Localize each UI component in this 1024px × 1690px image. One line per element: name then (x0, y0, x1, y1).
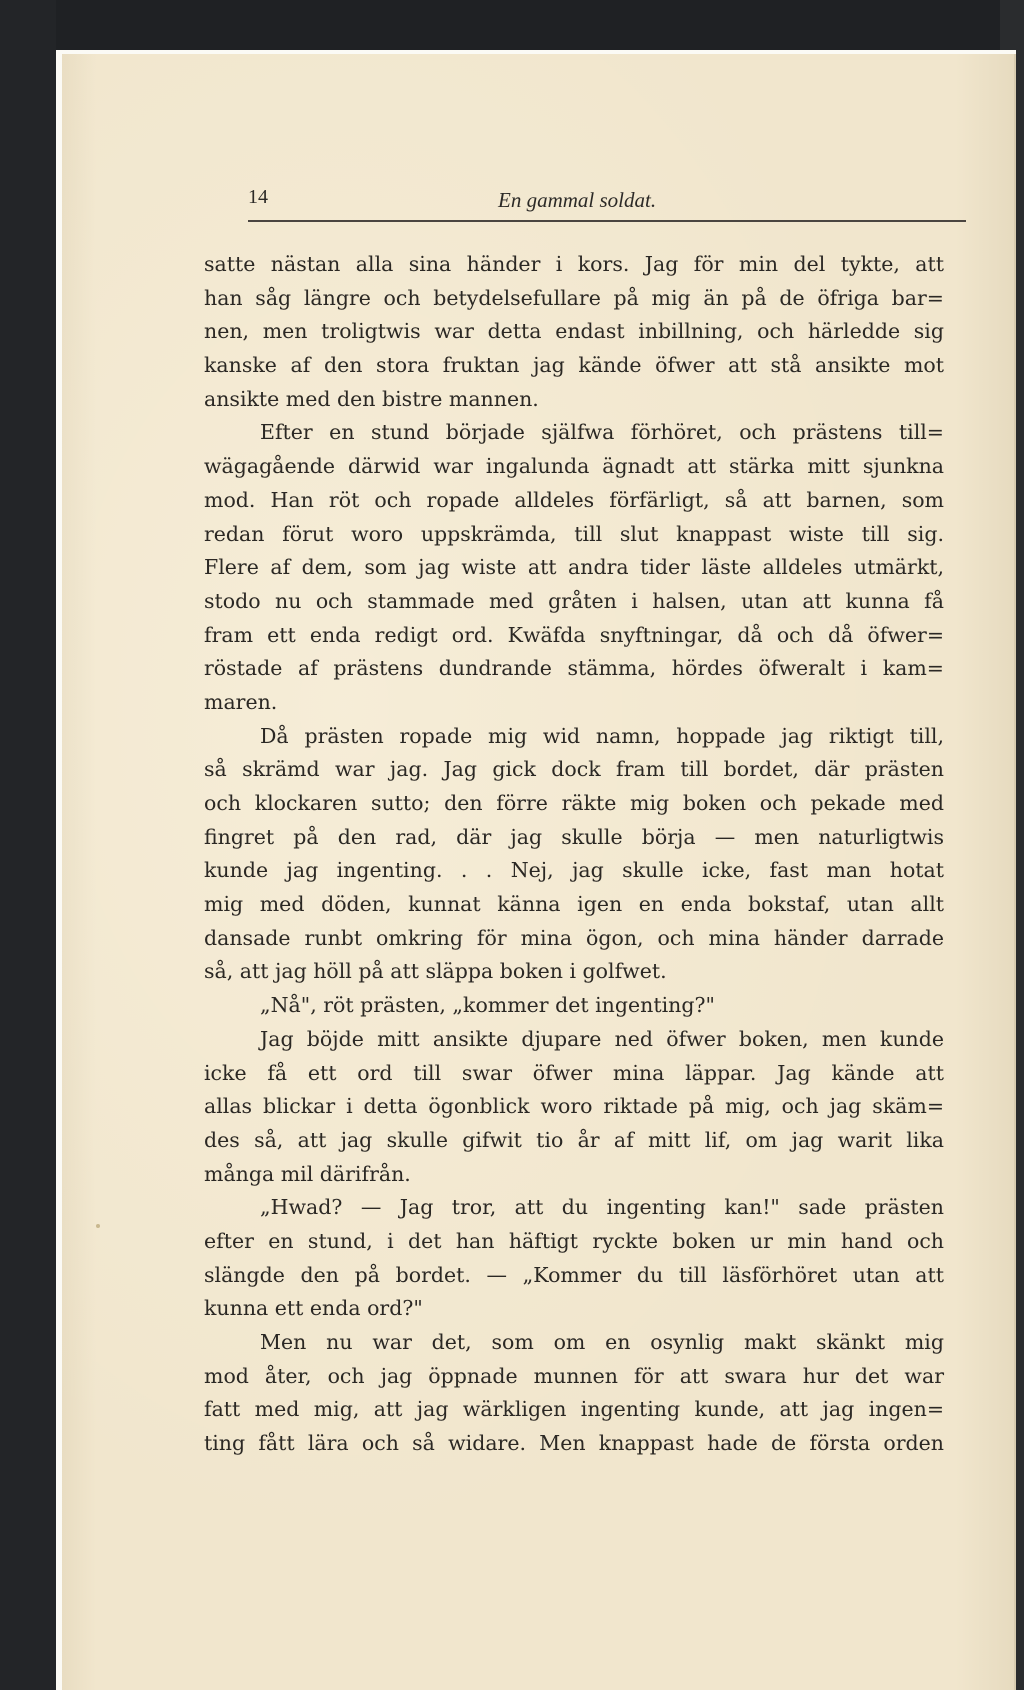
text-line: mod. Han röt och ropade alldeles förfärligt, så att barnen, som (204, 487, 944, 512)
text-line: han såg längre och betydelsefullare på mig än på de öfriga bar= (204, 285, 944, 310)
text-line: och klockaren sutto; den förre räkte mig boken och pekade med (204, 791, 944, 815)
text-line: fram ett enda redigt ord. Kwäfda snyftningar, då och då öfwer= (204, 622, 944, 647)
text-line: Efter en stund började själfwa förhöret, och prästens till= (260, 420, 944, 445)
page-edge-left (56, 50, 62, 1690)
text-line: allas blickar i detta ögonblick woro riktade på mig, och jag skäm= (204, 1094, 944, 1119)
text-line: fingret på den rad, där jag skulle börja — men naturligtwis (204, 824, 944, 849)
text-line: redan förut woro uppskrämda, till slut knappast wiste till sig. (204, 521, 944, 546)
scan-background-left (0, 0, 56, 1690)
text-line: röstade af prästens dundrande stämma, hördes öfweralt i kam= (204, 656, 944, 681)
text-line: maren. (204, 689, 278, 714)
text-line: mod åter, och jag öppnade munnen för att swara hur det war (204, 1363, 944, 1388)
text-line: stodo nu och stammade med gråten i halsen, utan att kunna få (204, 588, 944, 613)
text-line: des så, att jag skulle gifwit tio år af mitt lif, om jag warit lika (204, 1127, 944, 1152)
text-line: dansade runbt omkring för mina ögon, och mina händer darrade (204, 925, 944, 950)
body-text (204, 248, 944, 1461)
text-line: Jag böjde mitt ansikte djupare ned öfwer boken, men kunde (260, 1026, 944, 1051)
text-line: ting fått lära och så widare. Men knappast hade de första orden (204, 1431, 944, 1456)
text-line: slängde den på bordet. — „Kommer du till läsförhöret utan att (204, 1262, 944, 1287)
text-line: så, att jag höll på att släppa boken i golfwet. (204, 959, 667, 984)
text-line: fatt med mig, att jag wärkligen ingenting kunde, att jag ingen= (204, 1397, 944, 1422)
text-line: icke få ett ord till swar öfwer mina läppar. Jag kände att (204, 1060, 944, 1085)
text-line: wägagående därwid war ingalunda ägnadt att stärka mitt sjunkna (204, 454, 944, 479)
paper-speck (96, 1224, 100, 1228)
text-line: kunna ett enda ord?" (204, 1296, 423, 1321)
header-rule (248, 220, 966, 222)
running-head: En gammal soldat. (498, 188, 657, 212)
text-line: många mil därifrån. (204, 1161, 411, 1186)
text-line: Men nu war det, som om en osynlig makt skänkt mig (260, 1330, 944, 1354)
text-line: kanske af den stora fruktan jag kände öfwer att stå ansikte mot (204, 353, 944, 378)
text-line: mig med döden, kunnat känna igen en enda bokstaf, utan allt (204, 892, 944, 917)
page-number: 14 (248, 186, 268, 208)
text-line: „Hwad? — Jag tror, att du ingenting kan!" sade prästen (260, 1195, 944, 1220)
text-line: nen, men troligtwis war detta endast inbillning, och härledde sig (204, 319, 944, 344)
text-line: ansikte med den bistre mannen. (204, 386, 539, 411)
text-line: Flere af dem, som jag wiste att andra tider läste alldeles utmärkt, (204, 555, 944, 580)
text-line: kunde jag ingenting. . . Nej, jag skulle icke, fast man hotat (204, 858, 944, 883)
text-line: Då prästen ropade mig wid namn, hoppade jag riktigt till, (260, 723, 944, 748)
page-edge-top (56, 50, 1016, 54)
text-line: „Nå", röt prästen, „kommer det ingenting?" (260, 993, 715, 1018)
text-line: efter en stund, i det han häftigt ryckte boken ur min hand och (204, 1228, 944, 1253)
scan-background-top (0, 0, 1024, 52)
text-line: satte nästan alla sina händer i kors. Jag för min del tykte, att (204, 252, 944, 276)
text-line: så skrämd war jag. Jag gick dock fram till bordet, där prästen (204, 757, 944, 782)
